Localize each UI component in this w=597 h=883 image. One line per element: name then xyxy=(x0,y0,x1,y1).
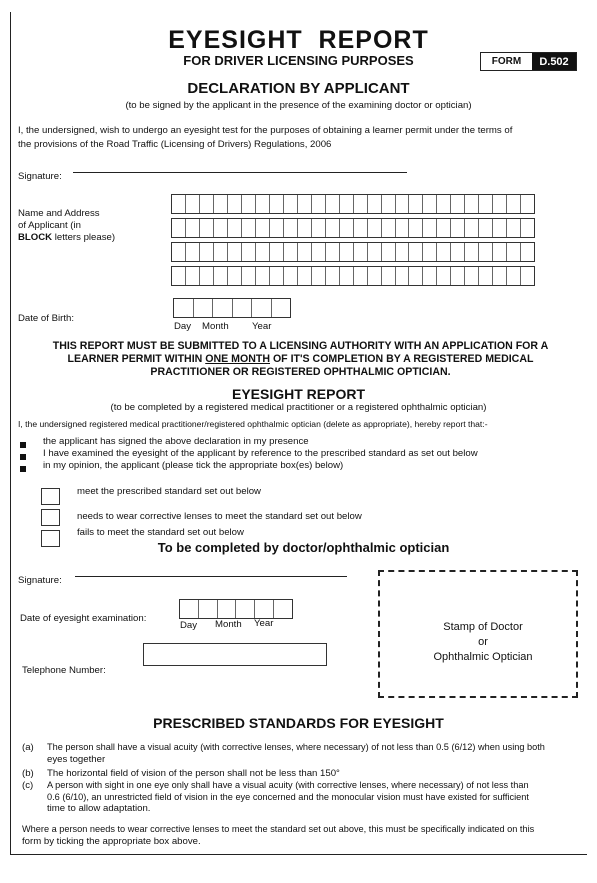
character-cell xyxy=(396,195,410,213)
character-cell xyxy=(479,195,493,213)
report-intro: I, the undersigned registered medical practitioner/registered ophthalmic optician (delete as appropriate), hereby report that:- xyxy=(18,419,488,429)
character-cell xyxy=(354,267,368,285)
date-cell xyxy=(213,299,233,317)
character-cell xyxy=(186,219,200,237)
character-cell xyxy=(284,267,298,285)
character-cell xyxy=(382,267,396,285)
exam-day-label: Day xyxy=(180,620,198,631)
standard-a-line1: The person shall have a visual acuity (with corrective lenses, where necessary) of not less than 0.5 (6/12) when using both xyxy=(47,742,545,752)
character-cell xyxy=(368,219,382,237)
bullet-2 xyxy=(20,454,26,460)
date-cell xyxy=(255,600,274,618)
character-cell xyxy=(521,195,534,213)
character-cell xyxy=(228,219,242,237)
form-number-box xyxy=(480,52,577,71)
character-cell xyxy=(451,267,465,285)
character-cell xyxy=(298,219,312,237)
report-heading: EYESIGHT REPORT xyxy=(231,386,366,402)
name-label-line1: Name and Address xyxy=(18,208,100,219)
dob-year-label: Year xyxy=(252,321,272,332)
report-bullet-3: in my opinion, the applicant (please tick the appropriate box(es) below) xyxy=(43,460,344,471)
character-cell xyxy=(186,243,200,261)
option-meets-standard: meet the prescribed standard set out below xyxy=(77,486,261,497)
character-cell xyxy=(451,243,465,261)
character-cell xyxy=(256,267,270,285)
character-cell xyxy=(451,195,465,213)
character-cell xyxy=(312,195,326,213)
standard-c-line1: A person with sight in one eye only shall have a visual acuity (with corrective lenses, where necessary) of not less than xyxy=(47,780,529,790)
name-label-line2: of Applicant (in xyxy=(18,220,81,231)
character-cell xyxy=(368,243,382,261)
character-cell xyxy=(521,267,534,285)
character-cell xyxy=(228,267,242,285)
character-cell xyxy=(256,219,270,237)
character-cell xyxy=(437,219,451,237)
character-cell xyxy=(200,267,214,285)
character-cell xyxy=(409,195,423,213)
dob-input[interactable] xyxy=(173,298,291,318)
form-subtitle: FOR DRIVER LICENSING PURPOSES xyxy=(183,53,414,68)
character-cell xyxy=(256,243,270,261)
character-cell xyxy=(298,267,312,285)
character-cell xyxy=(270,219,284,237)
character-cell xyxy=(242,195,256,213)
date-cell xyxy=(252,299,272,317)
character-cell xyxy=(423,195,437,213)
telephone-label: Telephone Number: xyxy=(22,665,106,676)
character-cell xyxy=(354,243,368,261)
character-cell xyxy=(493,219,507,237)
standard-a-marker: (a) xyxy=(22,742,34,753)
notice-line3: PRACTITIONER OR REGISTERED OPHTHALMIC OPTICIAN. xyxy=(150,366,451,378)
stamp-line3: Ophthalmic Optician xyxy=(433,651,533,663)
character-cell xyxy=(284,195,298,213)
character-cell xyxy=(493,267,507,285)
standard-c-line3: time to allow adaptation. xyxy=(47,803,151,814)
form-label: FORM xyxy=(491,56,522,67)
character-cell xyxy=(382,219,396,237)
character-cell xyxy=(298,243,312,261)
character-cell xyxy=(423,267,437,285)
character-cell xyxy=(214,219,228,237)
standard-b-line1: The horizontal field of vision of the person shall not be less than 150° xyxy=(47,768,340,779)
character-cell xyxy=(368,267,382,285)
name-address-row-1[interactable] xyxy=(171,194,535,214)
standard-c-text xyxy=(47,780,587,815)
doctor-signature-line[interactable] xyxy=(75,576,347,577)
character-cell xyxy=(409,267,423,285)
character-cell xyxy=(354,195,368,213)
block-word: BLOCK xyxy=(18,232,53,243)
dob-label: Date of Birth: xyxy=(18,313,74,324)
date-cell xyxy=(274,600,292,618)
character-cell xyxy=(340,267,354,285)
character-cell xyxy=(340,219,354,237)
applicant-signature-line[interactable] xyxy=(73,172,407,173)
option-corrective-lenses: needs to wear corrective lenses to meet the standard set out below xyxy=(77,511,362,522)
dob-day-label: Day xyxy=(174,321,192,332)
character-cell xyxy=(270,243,284,261)
corrective-lenses-checkbox[interactable] xyxy=(41,509,60,526)
exam-date-input[interactable] xyxy=(179,599,293,619)
declaration-statement-line2: the provisions of the Road Traffic (Licensing of Drivers) Regulations, 2006 xyxy=(18,139,332,150)
standard-a-text xyxy=(47,742,587,765)
character-cell xyxy=(172,219,186,237)
standard-c-line2: 0.6 (6/10), an unrestricted field of vision in the eye concerned and the monocular vision must have existed for sufficient xyxy=(47,791,529,802)
character-cell xyxy=(437,243,451,261)
notice-one-month: ONE MONTH xyxy=(205,353,270,365)
standard-a-line2: eyes together xyxy=(47,753,106,765)
date-cell xyxy=(233,299,253,317)
character-cell xyxy=(465,267,479,285)
report-bullet-2: I have examined the eyesight of the applicant by reference to the prescribed standard as set out below xyxy=(43,448,478,459)
bullet-3 xyxy=(20,466,26,472)
date-cell xyxy=(180,600,199,618)
form-title: EYESIGHT REPORT xyxy=(168,26,429,54)
character-cell xyxy=(312,243,326,261)
character-cell xyxy=(270,195,284,213)
doctor-signature-label: Signature: xyxy=(18,575,62,586)
character-cell xyxy=(396,219,410,237)
standard-c-marker: (c) xyxy=(22,780,34,791)
name-address-row-4[interactable] xyxy=(171,266,535,286)
name-label-line3 xyxy=(18,232,115,243)
character-cell xyxy=(186,267,200,285)
character-cell xyxy=(340,243,354,261)
standard-b-marker: (b) xyxy=(22,768,34,779)
character-cell xyxy=(409,219,423,237)
option-fails-standard: fails to meet the standard set out below xyxy=(77,527,244,538)
declaration-statement-line1: I, the undersigned, wish to undergo an eyesight test for the purposes of obtaining a learner permit under the terms of xyxy=(18,125,513,136)
declaration-heading: DECLARATION BY APPLICANT xyxy=(187,80,410,97)
character-cell xyxy=(368,195,382,213)
notice-line2 xyxy=(18,353,583,366)
character-cell xyxy=(242,219,256,237)
report-bullet-1: the applicant has signed the above declaration in my presence xyxy=(43,436,309,447)
date-cell xyxy=(199,600,218,618)
standards-footer-line2: form by ticking the appropriate box above. xyxy=(22,835,201,847)
stamp-line2: or xyxy=(478,636,488,648)
character-cell xyxy=(507,267,521,285)
character-cell xyxy=(493,195,507,213)
date-cell xyxy=(272,299,291,317)
character-cell xyxy=(521,219,534,237)
character-cell xyxy=(242,267,256,285)
dob-month-label: Month xyxy=(202,321,229,332)
character-cell xyxy=(312,267,326,285)
character-cell xyxy=(242,243,256,261)
character-cell xyxy=(465,219,479,237)
name-address-row-3[interactable] xyxy=(171,242,535,262)
character-cell xyxy=(479,267,493,285)
character-cell xyxy=(326,219,340,237)
character-cell xyxy=(284,219,298,237)
character-cell xyxy=(493,243,507,261)
character-cell xyxy=(326,243,340,261)
character-cell xyxy=(382,195,396,213)
standards-footer-line1: Where a person needs to wear corrective lenses to meet the standard set out above, this must be specifically indicated on this xyxy=(22,824,535,834)
standards-footer xyxy=(22,824,587,847)
date-cell xyxy=(218,600,237,618)
notice-line1: THIS REPORT MUST BE SUBMITTED TO A LICENSING AUTHORITY WITH AN APPLICATION FOR A xyxy=(52,340,549,352)
character-cell xyxy=(521,243,534,261)
stamp-label xyxy=(378,620,588,665)
meets-standard-checkbox[interactable] xyxy=(41,488,60,505)
character-cell xyxy=(270,267,284,285)
character-cell xyxy=(228,195,242,213)
character-cell xyxy=(382,243,396,261)
character-cell xyxy=(451,219,465,237)
character-cell xyxy=(326,195,340,213)
character-cell xyxy=(228,243,242,261)
character-cell xyxy=(465,195,479,213)
date-cell xyxy=(194,299,214,317)
character-cell xyxy=(200,219,214,237)
character-cell xyxy=(396,267,410,285)
character-cell xyxy=(200,243,214,261)
bullet-1 xyxy=(20,442,26,448)
character-cell xyxy=(507,219,521,237)
notice-line2-post: OF IT'S COMPLETION BY A REGISTERED MEDICAL xyxy=(270,353,534,365)
exam-year-label: Year xyxy=(254,618,274,629)
character-cell xyxy=(312,219,326,237)
character-cell xyxy=(465,243,479,261)
telephone-input[interactable] xyxy=(143,643,327,666)
character-cell xyxy=(214,267,228,285)
character-cell xyxy=(437,267,451,285)
applicant-signature-label: Signature: xyxy=(18,171,62,182)
form-number: D.502 xyxy=(532,53,576,70)
character-cell xyxy=(423,219,437,237)
character-cell xyxy=(396,243,410,261)
submission-notice xyxy=(18,340,583,379)
character-cell xyxy=(326,267,340,285)
report-instruction: (to be completed by a registered medical practitioner or a registered ophthalmic optician) xyxy=(110,402,487,413)
character-cell xyxy=(256,195,270,213)
character-cell xyxy=(507,243,521,261)
character-cell xyxy=(284,243,298,261)
character-cell xyxy=(172,243,186,261)
character-cell xyxy=(479,243,493,261)
character-cell xyxy=(214,243,228,261)
character-cell xyxy=(409,243,423,261)
character-cell xyxy=(507,195,521,213)
character-cell xyxy=(423,243,437,261)
character-cell xyxy=(479,219,493,237)
exam-month-label: Month xyxy=(215,619,242,630)
character-cell xyxy=(172,195,186,213)
character-cell xyxy=(354,219,368,237)
notice-line2-pre: LEARNER PERMIT WITHIN xyxy=(67,353,206,365)
standards-heading: PRESCRIBED STANDARDS FOR EYESIGHT xyxy=(153,715,444,731)
character-cell xyxy=(200,195,214,213)
completed-by-heading: To be completed by doctor/ophthalmic optician xyxy=(157,540,450,555)
date-cell xyxy=(236,600,255,618)
exam-date-label: Date of eyesight examination: xyxy=(20,613,147,624)
name-address-row-2[interactable] xyxy=(171,218,535,238)
character-cell xyxy=(298,195,312,213)
name-label-line3-rest: letters please) xyxy=(52,232,116,243)
declaration-instruction: (to be signed by the applicant in the presence of the examining doctor or optician) xyxy=(125,100,472,111)
character-cell xyxy=(186,195,200,213)
character-cell xyxy=(214,195,228,213)
stamp-line1: Stamp of Doctor xyxy=(443,621,523,633)
character-cell xyxy=(172,267,186,285)
date-cell xyxy=(174,299,194,317)
character-cell xyxy=(437,195,451,213)
character-cell xyxy=(340,195,354,213)
